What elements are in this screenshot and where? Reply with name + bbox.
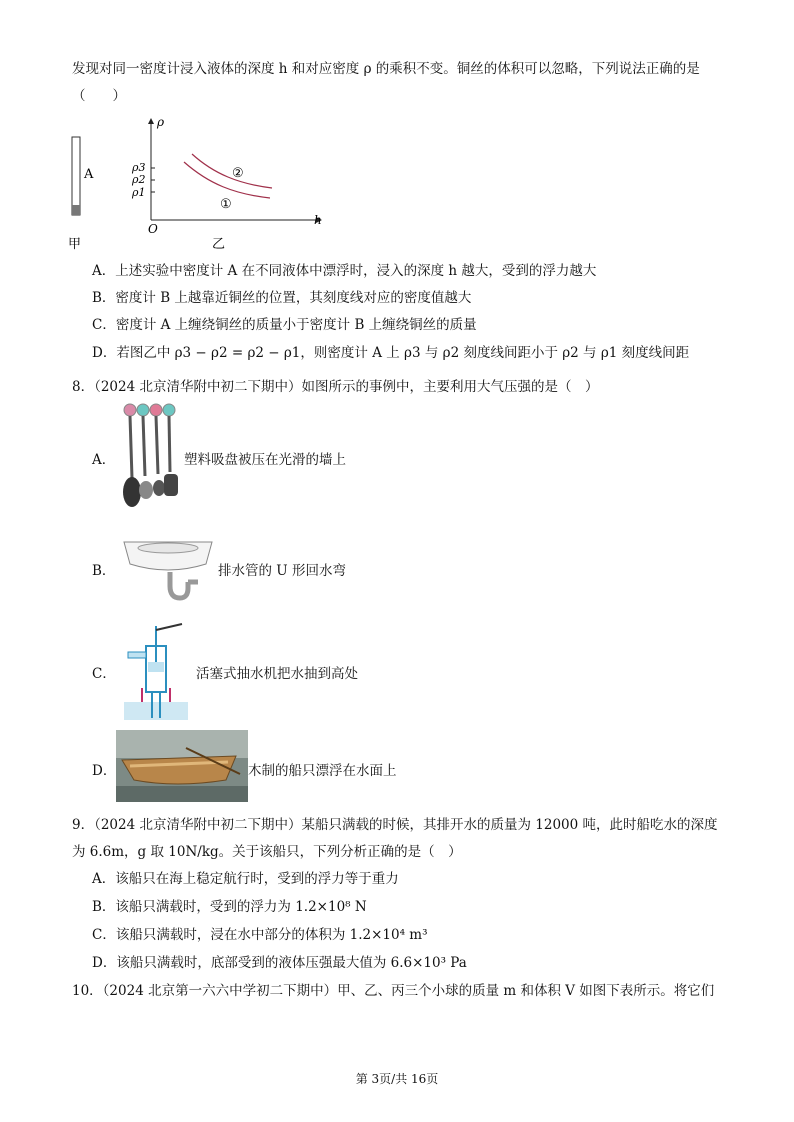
q9-option-b: B．该船只满载时，受到的浮力为 1.2×10⁸ N	[92, 899, 367, 915]
q7-stem-line2: （ ）	[72, 88, 126, 104]
density-meter-tube	[72, 137, 80, 215]
q9-option-a: A．该船只在海上稳定航行时，受到的浮力等于重力	[92, 871, 399, 887]
q9-option-c: C．该船只满载时，浸在水中部分的体积为 1.2×10⁴ m³	[92, 927, 428, 943]
curve-label-1: ①	[220, 197, 232, 212]
q8-option-a-text: 塑料吸盘被压在光滑的墙上	[184, 452, 346, 468]
q9-option-d: D．该船只满载时，底部受到的液体压强最大值为 6.6×10³ Pa	[92, 955, 467, 971]
q8-image-u-trap	[120, 528, 216, 610]
q7-option-d: D．若图乙中 ρ3 − ρ2 = ρ2 − ρ1，则密度计 A 上 ρ3 与 ρ2 刻度线间距小于 ρ2 与 ρ1 刻度线间距	[92, 345, 690, 361]
page-footer: 第 3页/共 16页	[355, 1072, 439, 1086]
q8-option-a-letter: A．	[92, 452, 116, 468]
q8-stem: 8．（2024 北京清华附中初二下期中）如图所示的事例中，主要利用大气压强的是（ ）	[72, 379, 599, 395]
axis-label-h: h	[314, 213, 322, 227]
q7-option-b: B．密度计 B 上越靠近铜丝的位置，其刻度线对应的密度值越大	[92, 290, 472, 306]
figure-label-jia: 甲	[68, 237, 82, 252]
tick-rho3: ρ3	[132, 161, 146, 174]
q8-image-suction-cups	[118, 400, 182, 512]
copper-wire	[72, 205, 80, 215]
q7-figure	[64, 112, 344, 254]
curve-1	[184, 162, 270, 198]
curve-label-2: ②	[232, 166, 244, 181]
q7-stem-line1: 发现对同一密度计浸入液体的深度 h 和对应密度 ρ 的乘积不变。铜丝的体积可以忽略，下列说法正确的是	[72, 61, 700, 77]
q7-option-a: A．上述实验中密度计 A 在不同液体中漂浮时，浸入的深度 h 越大，受到的浮力越大	[92, 263, 597, 279]
q8-option-c-text: 活塞式抽水机把水抽到高处	[196, 666, 358, 682]
q8-option-d-text: 木制的船只漂浮在水面上	[248, 763, 397, 779]
tick-rho2: ρ2	[132, 173, 146, 186]
figure-label-yi: 乙	[212, 237, 226, 252]
q8-option-b-text: 排水管的 U 形回水弯	[218, 563, 346, 579]
q8-image-piston-pump	[122, 622, 192, 720]
axis-label-rho: ρ	[157, 115, 165, 129]
q8-option-c-letter: C．	[92, 666, 116, 682]
q8-option-b-letter: B．	[92, 563, 116, 579]
q8-image-wooden-boat	[116, 730, 248, 802]
origin-label: O	[148, 222, 158, 236]
meter-label-a: A	[84, 167, 94, 182]
q10-stem: 10．（2024 北京第一六六中学初二下期中）甲、乙、丙三个小球的质量 m 和体积 V 如图下表所示。将它们	[72, 983, 715, 999]
q7-option-c: C．密度计 A 上缠绕铜丝的质量小于密度计 B 上缠绕铜丝的质量	[92, 317, 477, 333]
q8-option-d-letter: D．	[92, 763, 117, 779]
tick-rho1: ρ1	[132, 186, 146, 199]
q9-stem-line2: 为 6.6m，g 取 10N/kg。关于该船只，下列分析正确的是（ ）	[72, 844, 462, 860]
q9-stem-line1: 9．（2024 北京清华附中初二下期中）某船只满载的时候，其排开水的质量为 12000 吨，此时船吃水的深度	[72, 817, 718, 833]
